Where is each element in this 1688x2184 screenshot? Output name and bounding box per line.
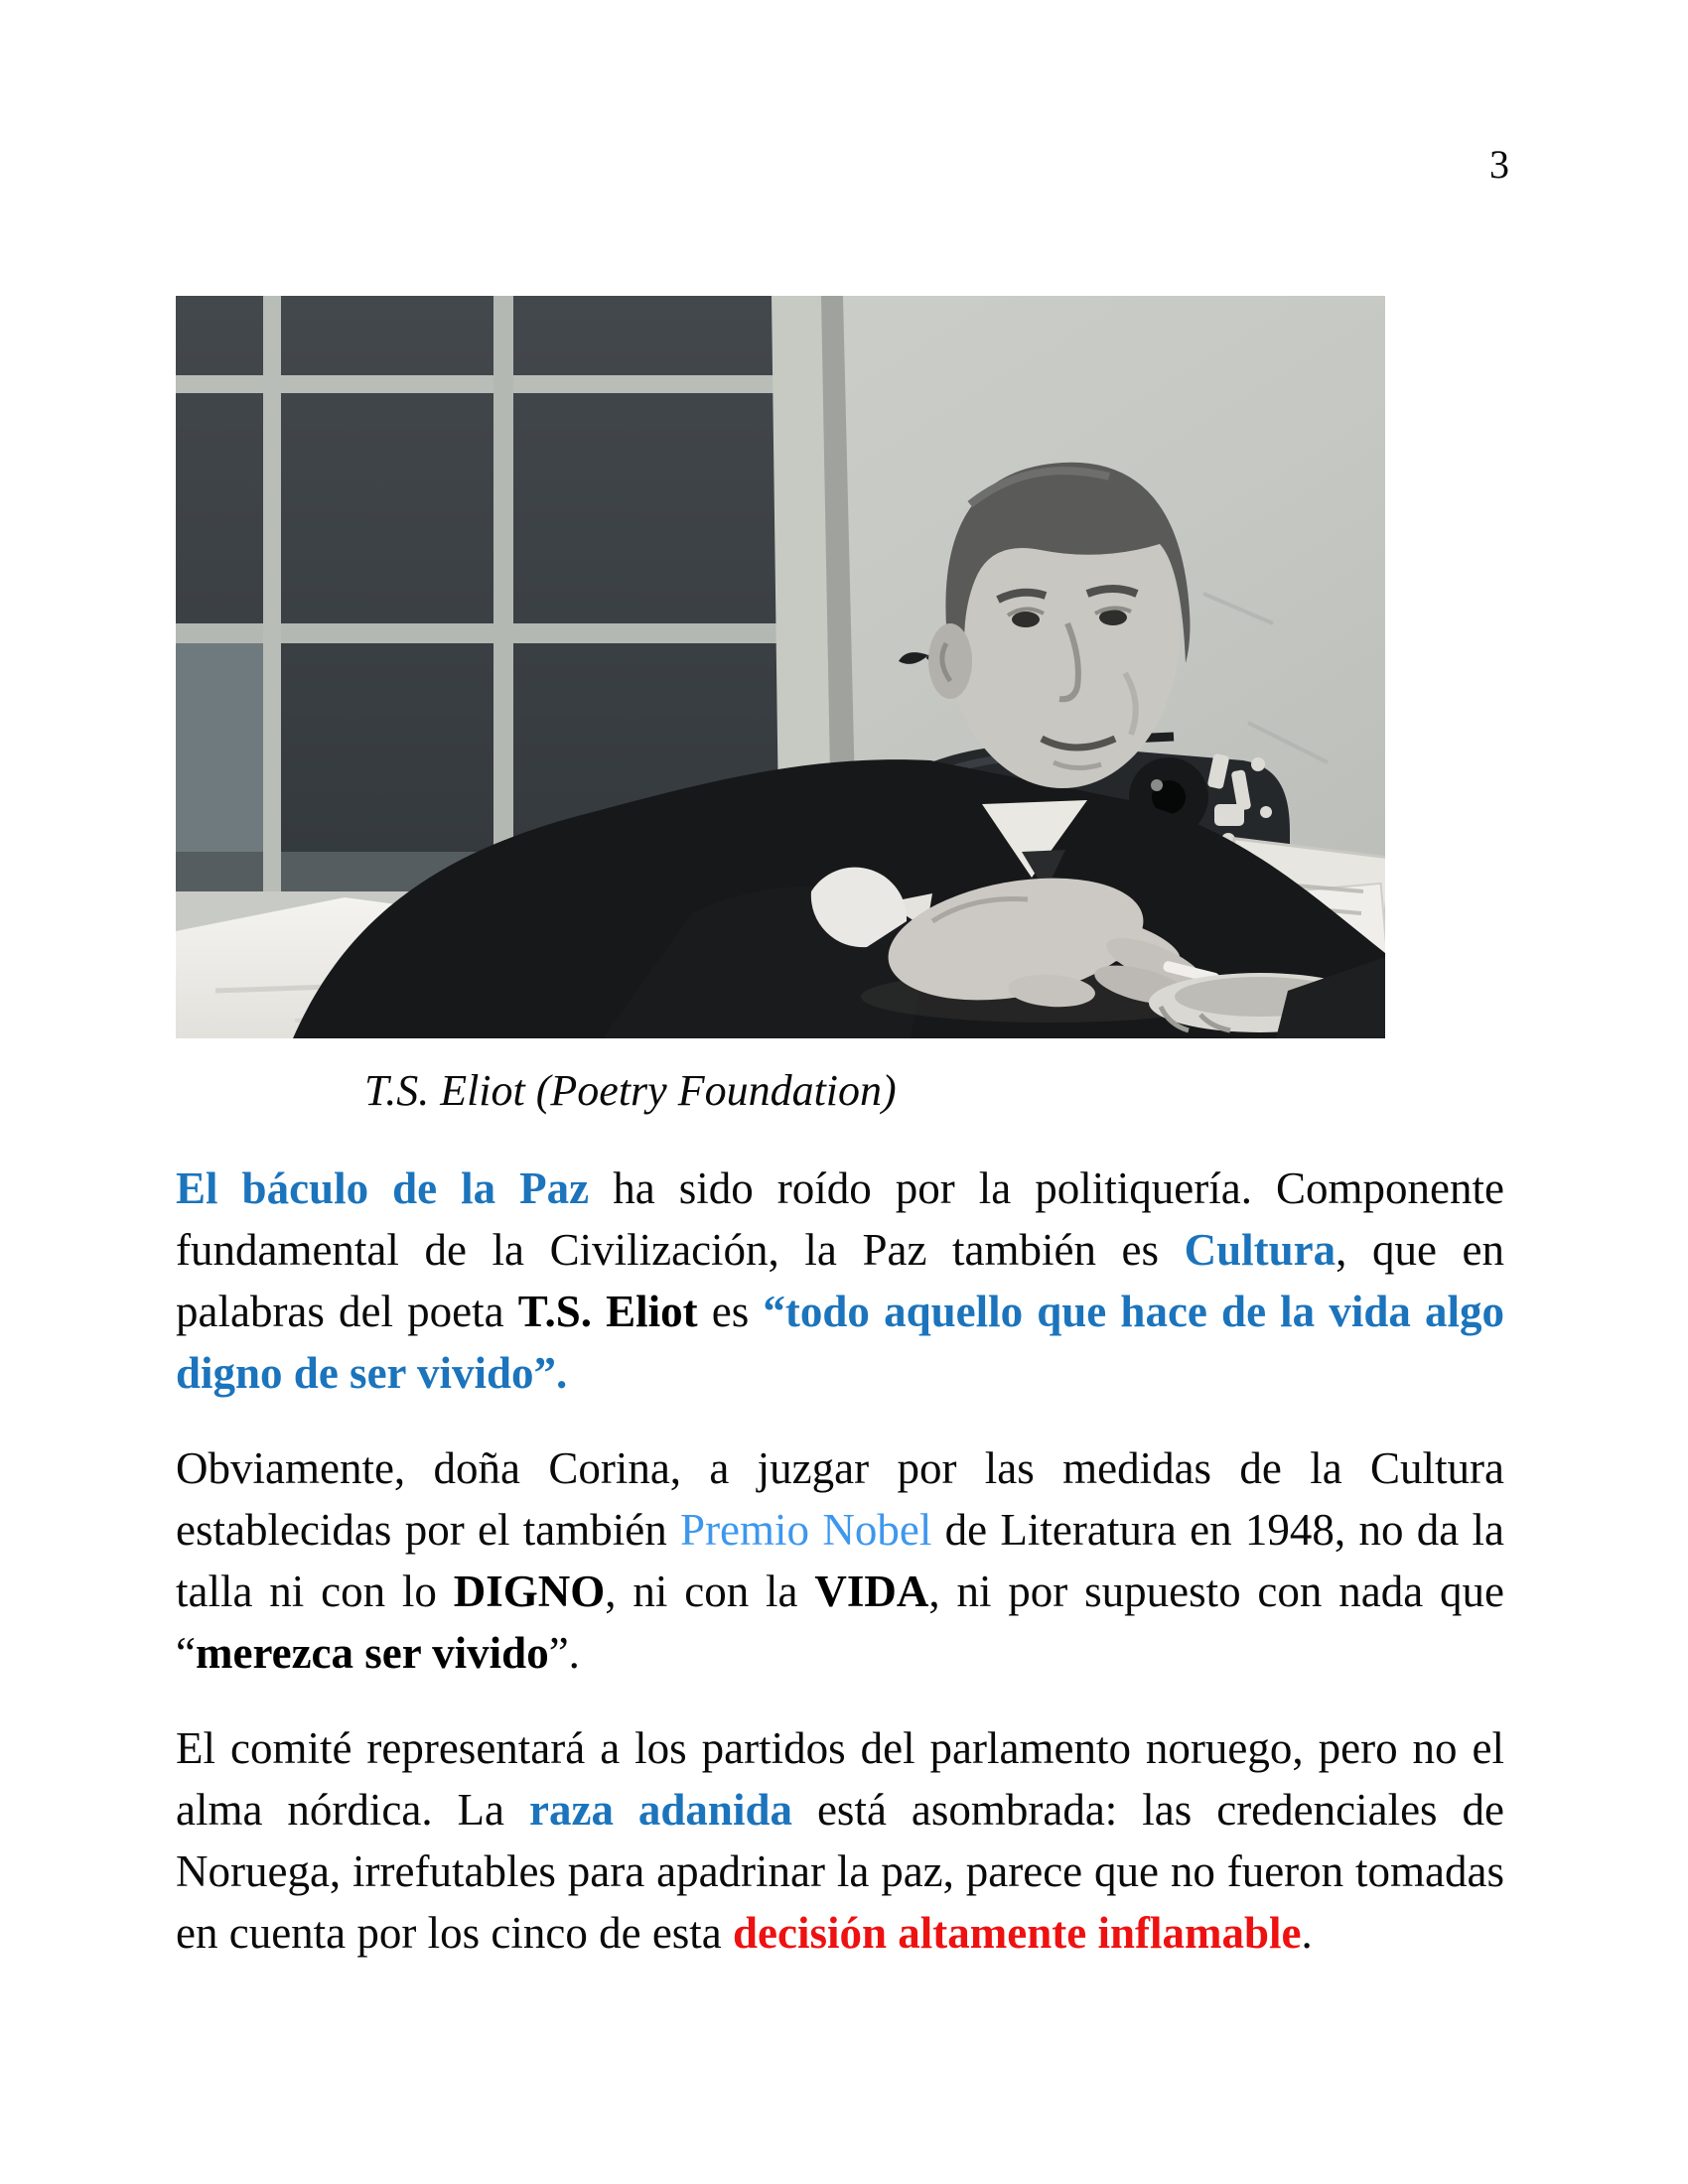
text-run: Obviamente, doña Corina, a juzgar por las medidas de la Cultura establecidas por el también: [176, 1443, 1504, 1555]
text-run: ”.: [548, 1628, 580, 1678]
text-run: VIDA: [814, 1567, 929, 1616]
text-run: merezca ser vivido: [195, 1628, 549, 1678]
text-run: , ni por supuesto con nada que “: [176, 1567, 1504, 1678]
text-run: Cultura: [1184, 1225, 1336, 1275]
page-number: 3: [1489, 142, 1509, 187]
text-run: El comité representará a los partidos del parlamento noruego, pero no el alma nórdica. La: [176, 1723, 1504, 1835]
text-run: DIGNO: [453, 1567, 606, 1616]
text-run: , que en palabras del poeta: [176, 1225, 1504, 1336]
text-run: , ni con la: [605, 1567, 815, 1616]
text-run: .: [1301, 1908, 1313, 1958]
text-run: es: [697, 1287, 764, 1336]
text-run: Premio Nobel: [680, 1505, 932, 1555]
figure-block: [176, 296, 1385, 1118]
article-body: [176, 1158, 1504, 1964]
text-run: de Literatura en 1948, no da la talla ni con lo: [176, 1505, 1505, 1616]
text-run: está asombrada: las credenciales de Noruega, irrefutables para apadrinar la paz, parece que no fueron tomadas en cuenta por los cinco de esta: [176, 1785, 1505, 1958]
text-run: decisión altamente inflamable: [733, 1908, 1302, 1958]
text-run: ha sido roído por la politiquería. Componente fundamental de la Civilización, la Paz también es: [176, 1163, 1504, 1275]
text-run: raza adanida: [529, 1785, 792, 1835]
paragraph-3: [176, 1717, 1504, 1964]
text-run: T.S. Eliot: [517, 1287, 698, 1336]
paragraph-2: [176, 1437, 1504, 1684]
photo-caption: T.S. Eliot (Poetry Foundation): [364, 1066, 897, 1115]
text-run: El báculo de la Paz: [176, 1163, 590, 1213]
photo-illustration: [176, 296, 1385, 1038]
ts-eliot-photo: [176, 296, 1385, 1038]
paragraph-1: [176, 1158, 1504, 1404]
text-run: “todo aquello que hace de la vida algo digno de ser vivido”.: [176, 1287, 1505, 1398]
